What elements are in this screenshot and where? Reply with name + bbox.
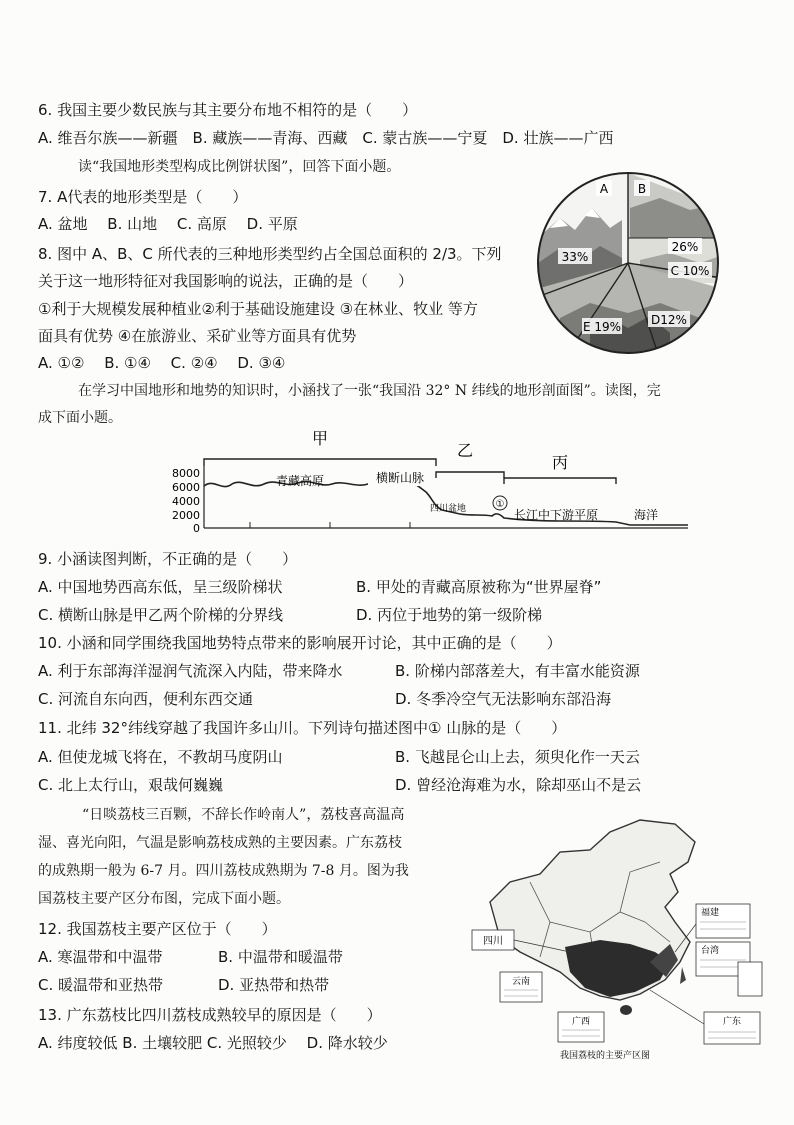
- q11-stem: 11. 北纬 32°纬线穿越了我国许多山川。下列诗句描述图中① 山脉的是（ ）: [38, 719, 567, 737]
- q10-option-b: B. 阶梯内部落差大，有丰富水能资源: [395, 662, 640, 680]
- q10-stem: 10. 小涵和同学围绕我国地势特点带来的影响展开讨论，其中正确的是（ ）: [38, 634, 562, 652]
- q6-options: A. 维吾尔族——新疆 B. 藏族——青海、西藏 C. 蒙古族——宁夏 D. 壮族——广西: [38, 129, 614, 147]
- terrain-pie-figure: [530, 168, 726, 358]
- map-label-fujian: 福建: [700, 908, 720, 918]
- lychee-intro-4: 国荔枝主要产区分布图，完成下面小题。: [38, 891, 290, 907]
- q8-options: A. ①② B. ①④ C. ②④ D. ③④: [38, 354, 286, 372]
- marker-1: ①: [495, 499, 505, 510]
- profile-intro-1: 在学习中国地形和地势的知识时，小涵找了一张“我国沿 32° N 纬线的地形剖面图”。读图，完: [78, 383, 661, 399]
- q6-stem: 6. 我国主要少数民族与其主要分布地不相符的是（ ）: [38, 101, 418, 119]
- q13-stem: 13. 广东荔枝比四川荔枝成熟较早的原因是（ ）: [38, 1006, 382, 1024]
- q12-option-a: A. 寒温带和中温带: [38, 948, 163, 966]
- y-tick-0: 0: [193, 522, 200, 535]
- q11-option-a: A. 但使龙城飞将在，不教胡马度阴山: [38, 748, 283, 766]
- y-tick-8000: 8000: [172, 467, 200, 480]
- y-tick-6000: 6000: [172, 481, 200, 494]
- q10-option-a: A. 利于东部海洋湿润气流深入内陆，带来降水: [38, 662, 343, 680]
- y-tick-4000: 4000: [172, 495, 200, 508]
- bracket-bing-label: 丙: [551, 453, 569, 472]
- map-label-taiwan: 台湾: [700, 946, 720, 956]
- pie-label-c: C 10%: [670, 264, 710, 278]
- map-label-guangdong: 广东: [722, 1017, 742, 1027]
- profile-intro-2: 成下面小题。: [38, 410, 122, 426]
- map-label-yunnan: 云南: [511, 977, 531, 987]
- pie-label-a: A: [599, 182, 609, 196]
- label-ocean: 海洋: [633, 508, 659, 522]
- pie-intro: 读“我国地形类型构成比例饼状图”，回答下面小题。: [78, 159, 401, 175]
- map-label-guangxi: 广西: [571, 1017, 591, 1027]
- bracket-yi-label: 乙: [456, 441, 474, 460]
- q9-option-b: B. 甲处的青藏高原被称为“世界屋脊”: [356, 578, 602, 596]
- map-caption: 我国荔枝的主要产区图: [559, 1051, 651, 1061]
- q12-option-d: D. 亚热带和热带: [218, 976, 330, 994]
- pie-label-e: E 19%: [582, 320, 622, 334]
- q9-option-a: A. 中国地势西高东低，呈三级阶梯状: [38, 578, 283, 596]
- q12-option-b: B. 中温带和暖温带: [218, 948, 343, 966]
- pie-label-a-percent: 33%: [561, 250, 589, 264]
- q11-option-d: D. 曾经沧海难为水，除却巫山不是云: [395, 776, 642, 794]
- q13-options: A. 纬度较低 B. 土壤较肥 C. 光照较少 D. 降水较少: [38, 1034, 388, 1052]
- q8-choice-2: 面具有优势 ④在旅游业、采矿业等方面具有优势: [38, 327, 357, 345]
- bracket-jia-label: 甲: [311, 429, 329, 448]
- q12-option-c: C. 暖温带和亚热带: [38, 976, 164, 994]
- label-sichuan-basin: 四川盆地: [429, 504, 467, 514]
- q9-option-d: D. 丙位于地势的第一级阶梯: [356, 606, 543, 624]
- q10-option-c: C. 河流自东向西，便利东西交通: [38, 690, 254, 708]
- lychee-intro-1: “日啖荔枝三百颗，不辞长作岭南人”，荔枝喜高温高: [82, 807, 405, 823]
- q7-stem: 7. A代表的地形类型是（ ）: [38, 188, 248, 206]
- q11-option-b: B. 飞越昆仑山上去，须臾化作一天云: [395, 748, 640, 766]
- lychee-intro-2: 湿、喜光向阳，气温是影响荔枝成熟的主要因素。广东荔枝: [38, 835, 402, 851]
- label-qingzang: 青藏高原: [275, 474, 325, 488]
- q10-option-d: D. 冬季冷空气无法影响东部沿海: [395, 690, 612, 708]
- pie-label-b-percent: 26%: [671, 240, 699, 254]
- y-tick-2000: 2000: [172, 509, 200, 522]
- q8-choice-1: ①利于大规模发展种植业②利于基础设施建设 ③在林业、牧业 等方: [38, 300, 478, 318]
- q8-stem-2: 关于这一地形特征对我国影响的说法，正确的是（ ）: [38, 272, 414, 290]
- q8-stem-1: 8. 图中 A、B、C 所代表的三种地形类型约占全国总面积的 2/3。下列: [38, 245, 502, 263]
- q7-options: A. 盆地 B. 山地 C. 高原 D. 平原: [38, 215, 298, 233]
- q11-option-c: C. 北上太行山，艰哉何巍巍: [38, 776, 224, 794]
- pie-label-d: D12%: [651, 313, 687, 327]
- lychee-map-figure: [470, 812, 766, 1062]
- map-label-sichuan: 四川: [483, 936, 503, 947]
- label-changjiang-plain: 长江中下游平原: [513, 508, 599, 522]
- q9-option-c: C. 横断山脉是甲乙两个阶梯的分界线: [38, 606, 284, 624]
- label-hengduan: 横断山脉: [375, 471, 425, 485]
- pie-label-b: B: [637, 182, 647, 196]
- terrain-profile-figure: [160, 428, 690, 540]
- q9-stem: 9. 小涵读图判断，不正确的是（ ）: [38, 550, 298, 568]
- lychee-intro-3: 的成熟期一般为 6-7 月。四川荔枝成熟期为 7-8 月。图为我: [38, 863, 409, 879]
- q12-stem: 12. 我国荔枝主要产区位于（ ）: [38, 920, 277, 938]
